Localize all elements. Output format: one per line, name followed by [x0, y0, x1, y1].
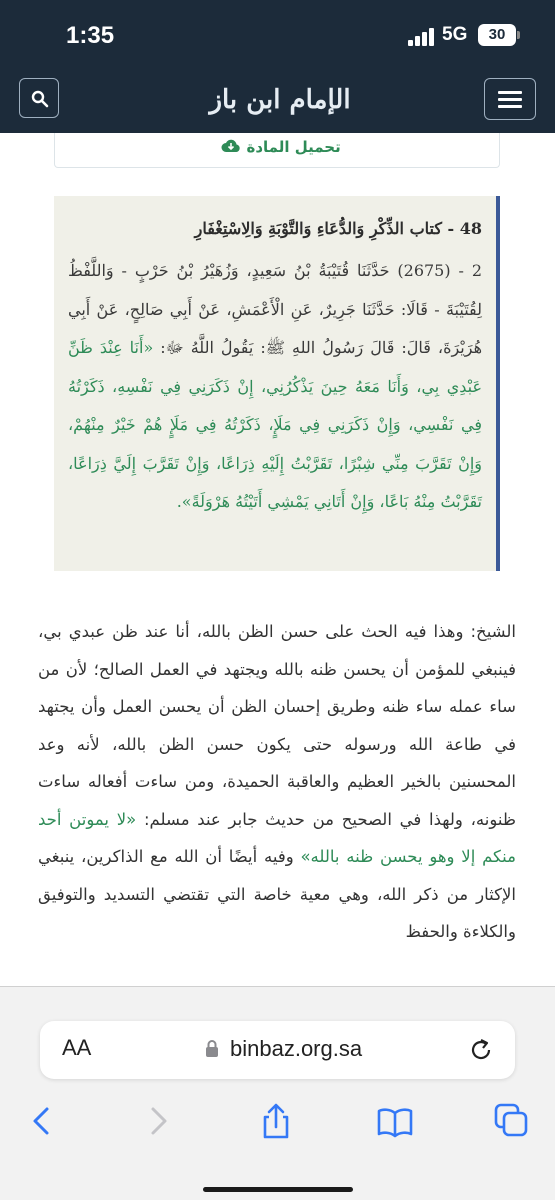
status-bar: [0, 0, 555, 70]
address-bar[interactable]: [40, 1021, 515, 1079]
battery-tip: [517, 31, 520, 39]
hamburger-line: [498, 98, 522, 101]
bookmarks-icon[interactable]: [375, 1101, 415, 1141]
main-content: [0, 133, 555, 986]
hadith-chain: 2 - (2675) حَدَّثَنَا قُتَيْبَةُ بْنُ سَعِيدٍ، وَزُهَيْرُ بْنُ حَرْبٍ - وَاللَّفْظُ لِقُتَيْبَةَ - قَالَا: حَدَّثَنَا جَرِيرٌ، عَنِ الْأَعْمَشِ، عَنْ أَبِي صَالِحٍ، عَنْ أَبِي هُرَيْرَةَ، قَالَ: قَالَ رَسُولُ اللهِ ﷺ: يَقُولُ اللَّهُ ﷻ:: [68, 261, 483, 357]
hamburger-line: [498, 105, 522, 108]
hadith-title: 48 - كتاب الذِّكْرِ وَالدُّعَاءِ وَالتَّوْبَةِ وَالِاسْتِغْفَارِ: [194, 219, 482, 238]
signal-icon: [408, 28, 438, 46]
commentary-quote: «لا يموتن أحد منكم إلا وهو يحسن ظنه بالله»: [38, 809, 516, 866]
hadith-box: [54, 196, 500, 571]
top-bar: [0, 0, 555, 133]
home-indicator: [203, 1187, 353, 1192]
tabs-icon[interactable]: [492, 1101, 532, 1141]
network-label: 5G: [442, 24, 468, 45]
status-time: 1:35: [66, 22, 115, 49]
download-panel: [54, 133, 500, 168]
cloud-download-icon: [221, 133, 241, 172]
reload-icon[interactable]: [468, 1037, 494, 1063]
forward-icon[interactable]: [138, 1101, 178, 1141]
site-logo[interactable]: الإمام ابن باز: [209, 85, 351, 115]
hadith-text: [68, 252, 482, 522]
hamburger-icon: [498, 91, 522, 94]
menu-button[interactable]: [484, 78, 536, 120]
search-button[interactable]: [19, 78, 59, 118]
commentary-part2: وفيه أيضًا أن الله مع الذاكرين، ينبغي الإكثار من ذكر الله، وهي معية خاصة التي تقتضي التسديد والتوفيق والكلاءة والحفظ: [38, 847, 516, 941]
site-navbar: [0, 70, 555, 133]
share-icon[interactable]: [256, 1101, 296, 1141]
text-size-button[interactable]: AA: [62, 1035, 92, 1060]
back-icon[interactable]: [22, 1101, 62, 1141]
search-icon: [31, 90, 49, 108]
download-label: تحميل المادة: [246, 138, 341, 156]
commentary-part1: الشيخ: وهذا فيه الحث على حسن الظن بالله، أنا عند ظن عبدي بي، فينبغي للمؤمن أن يحسن ظنه بالله ويجتهد في العمل الصالح؛ لأن من ساء عمله ساء ظنه وطريق إحسان الظن أن يحسن العمل وأن يجتهد في طاعة الله ورسوله حتى يكون حسن الظن بالله، لأنه وعد المحسنين بالخير العظيم والعاقبة الحميدة، ومن ساءت أفعاله ساءت ظنونه، ولهذا في الصحيح من حديث جابر عند مسلم:: [38, 622, 517, 829]
battery-icon: 30: [478, 24, 516, 46]
download-button[interactable]: [55, 133, 501, 167]
commentary-text: [38, 613, 516, 951]
lock-icon: [204, 1039, 220, 1059]
url-text[interactable]: binbaz.org.sa: [230, 1036, 363, 1061]
browser-toolbar: [0, 986, 555, 1200]
hadith-quote: «أَنَا عِنْدَ ظَنِّ عَبْدِي بِي، وَأَنَا مَعَهُ حِينَ يَذْكُرُنِي، إِنْ ذَكَرَنِي فِي نَفْسِهِ، ذَكَرْتُهُ فِي نَفْسِي، وَإِنْ ذَكَرَنِي فِي مَلَإٍ، ذَكَرْتُهُ فِي مَلَإٍ هُمْ خَيْرٌ مِنْهُمْ، وَإِنْ تَقَرَّبَ مِنِّي شِبْرًا، تَقَرَّبْتُ إِلَيْهِ ذِرَاعًا، وَإِنْ تَقَرَّبَ إِلَيَّ ذِرَاعًا، تَقَرَّبْتُ مِنْهُ بَاعًا، وَإِنْ أَتَانِي يَمْشِي أَتَيْتُهُ هَرْوَلَةً».: [68, 338, 482, 511]
